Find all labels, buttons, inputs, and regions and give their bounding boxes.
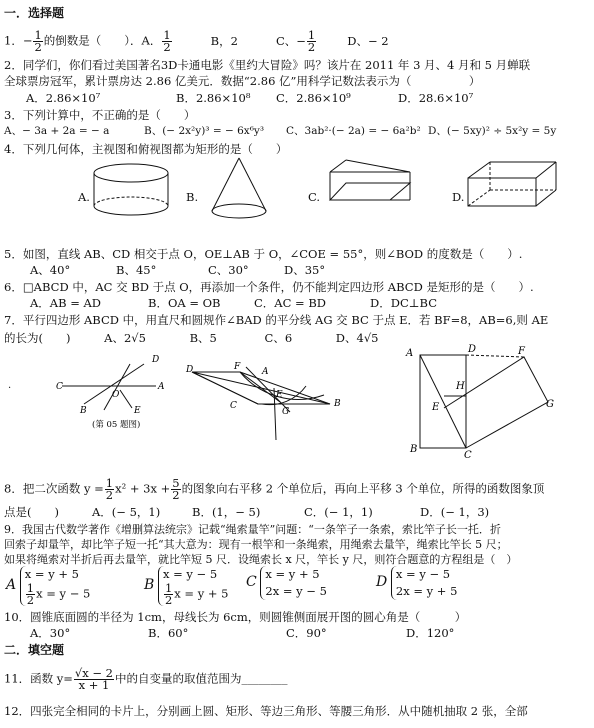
q10-option-c: C．90° (286, 626, 327, 640)
q2-option-d: D．28.6×10⁷ (398, 91, 474, 105)
fig3-label-a: A (406, 348, 414, 359)
q6-option-a: A．AB = AD (30, 296, 102, 310)
q1-option-c-fraction: $\frac{1}{2}$ (307, 28, 316, 54)
q7-option-d: D、4√5 (335, 331, 379, 345)
fig3-label-f: F (518, 346, 525, 357)
fig2-label-d: D (186, 365, 194, 375)
q2-option-c: C．2.86×10⁹ (276, 91, 351, 105)
fig3-label-g: G (546, 399, 554, 410)
question-9-line-2: 回索子却量竿，却比竿子短一托“其大意为：现有一根竿和一条绳索，用绳索去量竿，绳索比竿长 5 尺； (4, 538, 508, 551)
q9-option-c: C x = y + 5 2x = y − 5 (246, 567, 327, 598)
q4-label-c: C. (308, 190, 321, 204)
fig3-label-h: H (456, 381, 465, 392)
question-2-line-1: 2．同学们，你们看过美国著名3D卡通电影《里约大冒险》吗？该片在 2011 年 3 月、4 月和 5 月蝉联 (4, 58, 531, 72)
fig1-caption: (第 05 题图) (92, 420, 141, 430)
fig1-label-b: B (80, 406, 87, 416)
q2-option-a: A．2.86×10⁷ (26, 91, 101, 105)
question-4: 4．下列几何体，主视图和俯视图都为矩形的是（ ） (4, 142, 288, 156)
q5-option-c: C、30° (208, 263, 249, 277)
fig3-label-c: C (464, 450, 472, 461)
fig2-label-f: F (234, 362, 241, 372)
q3-option-a: A、− 3a + 2a = − a (4, 125, 110, 137)
q9-option-c-system: x = y + 5 2x = y − 5 (260, 566, 327, 600)
q2-option-b: B．2.86×10⁸ (176, 91, 251, 105)
q9-option-b-system: x = y − 5 $\frac{1}{2}$ x = y + 5 (158, 566, 229, 606)
q8-mid: x² + 3x + (115, 481, 171, 496)
q5-option-d: D、35° (284, 263, 326, 277)
q9-a-half-fraction: $\frac{1}{2}$ (26, 581, 35, 607)
q8-fraction-2: $\frac{5}{2}$ (172, 476, 180, 502)
q8-option-b: B．(1，− 5) (192, 505, 261, 519)
q9-option-a: A x = y + 5 $\frac{1}{2}$ x = y − 5 (6, 567, 91, 607)
q1-fraction: $\frac{1}{2}$ (34, 28, 42, 54)
q1-option-b: B，2 (210, 33, 238, 48)
q4-label-a: A. (78, 190, 90, 204)
q10-option-d: D．120° (406, 626, 455, 640)
q7-option-c: C、6 (264, 331, 293, 345)
q3-option-c: C、3ab²·(− 2a) = − 6a²b² (286, 125, 421, 137)
fig3-label-e: E (432, 402, 440, 413)
q8-prefix: 8．把二次函数 y = (4, 481, 104, 496)
section-heading-fill: 二．填空题 (4, 643, 65, 657)
q11-fraction: $\frac{√x - 2}{x + 1}$ (74, 666, 113, 692)
q1-prefix: 1．− (4, 33, 33, 48)
q3-option-b: B、(− 2x²y)³ = − 6x⁶y³ (144, 125, 265, 137)
fig3-label-b: B (410, 444, 418, 455)
fig2-label-e: E (276, 390, 283, 400)
fig1-label-d: D (152, 355, 160, 365)
q6-option-c: C．AC = BD (254, 296, 327, 310)
question-8 (4, 478, 544, 501)
fig2-label-b: B (334, 399, 341, 409)
question-7-line-1: 7．平行四边形 ABCD 中，用直尺和圆规作∠BAD 的平分线 AG 交 BC 于点 E．若 BF=8，AB=6,则 AE (4, 313, 549, 327)
q11-suffix: 中的自变量的取值范围为________ (115, 671, 288, 686)
question-2-line-2: 全球票房冠军，累计票房达 2.86 亿美元．数据“2.86 亿”用科学记数法表示为（ ） (4, 74, 481, 88)
fig2-label-a: A (262, 367, 269, 377)
q1-option-a-fraction: $\frac{1}{2}$ (163, 28, 171, 54)
fig2-label-g: G (282, 407, 290, 417)
q1-option-c: C、− (275, 33, 306, 48)
question-11 (4, 668, 288, 691)
question-6: 6．□ABCD 中，AC 交 BD 于点 O，再添加一个条件，仍不能判定四边形 ABCD 是矩形的是（ ）. (4, 280, 534, 294)
q8-option-c: C．(− 1，1) (304, 505, 373, 519)
q9-option-d: D x = y − 5 2x = y + 5 (376, 567, 458, 598)
q7-line2-prefix: 的长为( ) (4, 331, 71, 345)
q1-mid: 的倒数是（ ）．A． (43, 33, 162, 48)
q9-option-a-system: x = y + 5 $\frac{1}{2}$ x = y − 5 (20, 566, 91, 606)
q9-b-half-fraction: $\frac{1}{2}$ (164, 581, 173, 607)
fig2-label-c: C (230, 401, 237, 411)
question-8-line-2: 点是( ) (4, 505, 59, 519)
q10-option-a: A．30° (30, 626, 71, 640)
question-9-line-1: 9．我国古代数学著作《增删算法统宗》记载“绳索量竿”问题：“一条竿子一条索，索比竿子长一托．折 (4, 523, 501, 536)
q8-fraction-1: $\frac{1}{2}$ (105, 476, 114, 502)
svg-text:.: . (8, 380, 12, 391)
q7-option-b: B、5 (189, 331, 217, 345)
q6-option-b: B．OA = OB (148, 296, 221, 310)
q1-option-d: D、− 2 (347, 33, 389, 48)
q4-label-d: D. (452, 190, 465, 204)
question-10: 10．圆锥底面圆的半径为 1cm，母线长为 6cm，则圆锥侧面展开图的圆心角是（ ） (4, 610, 467, 624)
q3-option-d: D、(− 5xy)² ÷ 5x²y = 5y (428, 125, 557, 137)
q9-option-b: B x = y − 5 $\frac{1}{2}$ x = y + 5 (144, 567, 229, 607)
figure-q7 (192, 367, 330, 440)
question-3: 3．下列计算中，不正确的是（ ） (4, 108, 196, 122)
section-heading-choice: 一．选择题 (4, 6, 65, 20)
question-12: 12．四张完全相同的卡片上，分别画上圆、矩形、等边三角形、等腰三角形．从中随机抽取 2 张，全部 (4, 704, 528, 718)
q8-suffix: 的图象向右平移 2 个单位后，再向上平移 3 个单位，所得的函数图象顶 (181, 481, 545, 496)
figure-q5 (8, 364, 156, 410)
fig1-label-c: C (56, 382, 63, 392)
q4-label-b: B. (186, 190, 199, 204)
q8-option-a: A．(− 5，1) (92, 505, 161, 519)
q7-option-a: A、2√5 (104, 331, 146, 345)
question-5: 5．如图，直线 AB、CD 相交于点 O，OE⊥AB 于 O，∠COE = 55°，则∠BOD 的度数是（ ）. (4, 247, 523, 261)
q9-option-d-system: x = y − 5 2x = y + 5 (391, 566, 458, 600)
fig3-label-d: D (468, 344, 477, 355)
fig1-label-e: E (134, 406, 141, 416)
fig1-label-o: O (112, 390, 120, 400)
q5-option-a: A、40° (30, 263, 71, 277)
q8-option-d: D．(− 1，3) (420, 505, 490, 519)
question-9-line-3: 如果将绳索对半折后再去量竿，就比竿短 5 尺．设绳索长 x 尺，竿长 y 尺，则符合题意的方程组是（ ） (4, 553, 518, 566)
q6-option-d: D．DC⊥BC (370, 296, 438, 310)
q11-prefix: 11．函数 y= (4, 671, 73, 686)
fig1-label-a: A (158, 382, 165, 392)
q5-option-b: B、45° (116, 263, 157, 277)
q10-option-b: B．60° (148, 626, 189, 640)
